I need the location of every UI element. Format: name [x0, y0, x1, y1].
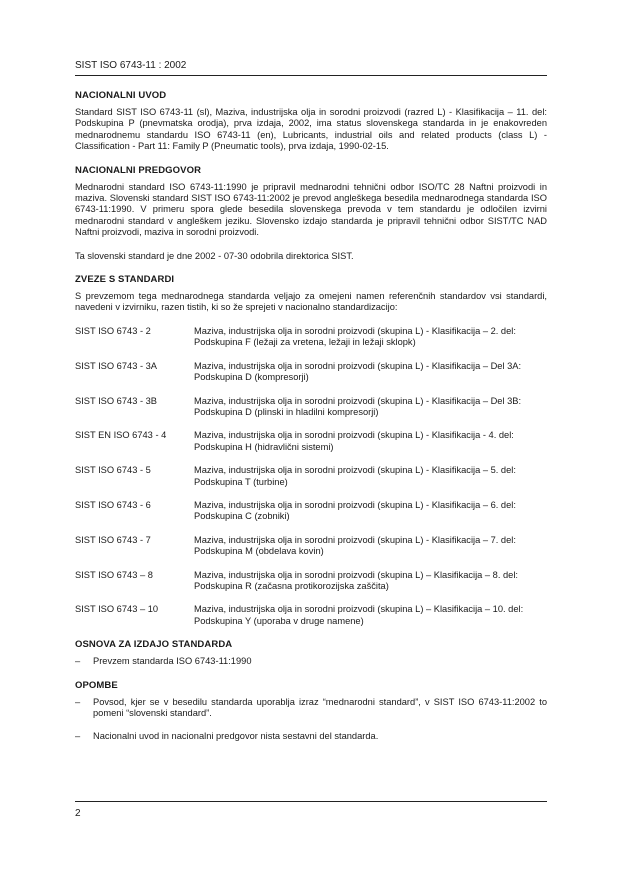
paragraph: Mednarodni standard ISO 6743-11:1990 je pripravil mednarodni tehnični odbor ISO/TC 28 Naftni proizvodi in maziva. Slovenski standard SIST ISO 6743-11:2002 je prevod angleškega besedila mednarodnega standarda ISO 6743-11:1990. V primeru spora glede besedila slovenskega prevoda v tem standardu je odločilen izvirni mednarodni standard v angleškem jeziku. Slovensko izdajo standarda je pripravil tehnični odbor SIST/TC NAD Naftni proizvodi, maziva in sorodni proizvodi.: [75, 181, 547, 238]
reference-description: Maziva, industrijska olja in sorodni proizvodi (skupina L) - Klasifikacija – 2. del: Podskupina F (ležaji za vretena, ležaji in ležaji sklopk): [194, 325, 516, 348]
reference-code: SIST ISO 6743 - 6: [75, 499, 151, 510]
reference-row: [75, 361, 547, 384]
list-item: [75, 697, 547, 720]
reference-code: SIST EN ISO 6743 - 4: [75, 430, 167, 441]
reference-row: [75, 396, 547, 419]
section-title: ZVEZE S STANDARDI: [75, 274, 175, 286]
section-opombe: [75, 680, 547, 743]
list-item-text: Povsod, kjer se v besedilu standarda uporablja izraz “mednarodni standard”, v SIST ISO 6743-11:2002 to pomeni “slovenski standard”.: [93, 696, 547, 718]
reference-code: SIST ISO 6743 – 10: [75, 604, 159, 615]
reference-description: Maziva, industrijska olja in sorodni proizvodi (skupina L) - Klasifikacija – 7. del: Podskupina M (obdelava kovin): [194, 534, 516, 557]
section-title: NACIONALNI UVOD: [75, 90, 167, 101]
reference-description: Maziva, industrijska olja in sorodni proizvodi (skupina L) – Klasifikacija – 10. del: Podskupina Y (uporaba v druge namene): [194, 604, 524, 626]
reference-row: [75, 604, 547, 627]
reference-description: Maziva, industrijska olja in sorodni proizvodi (skupina L) - Klasifikacija – Del 3A: Podskupina D (kompresorji): [194, 360, 522, 383]
section-title: OSNOVA ZA IZDAJO STANDARDA: [75, 639, 233, 651]
page-number: 2: [75, 808, 81, 819]
reference-description: Maziva, industrijska olja in sorodni proizvodi (skupina L) – Klasifikacija – 8. del: Podskupina R (začasna protikorozijska zaščita): [194, 569, 518, 591]
reference-code: SIST ISO 6743 - 3B: [75, 395, 157, 406]
bullet-dash: –: [75, 696, 81, 707]
reference-description: Maziva, industrijska olja in sorodni proizvodi (skupina L) - Klasifikacija – 5. del: Podskupina T (turbine): [194, 465, 516, 487]
document-page: [75, 0, 547, 877]
document-body: [75, 90, 547, 755]
bullet-dash: –: [75, 656, 81, 667]
section-nacionalni-predgovor: [75, 165, 547, 262]
list-item: [75, 656, 547, 667]
section-osnova-za-izdajo: [75, 639, 547, 667]
reference-code: SIST ISO 6743 - 2: [75, 325, 151, 336]
reference-row: [75, 570, 547, 593]
reference-row: [75, 326, 547, 349]
paragraph: Standard SIST ISO 6743-11 (sl), Maziva, industrijska olja in sorodni proizvodi (razred L) - Klasifikacija – 11. del: Podskupina P (pnevmatska orodja), prva izdaja, 2002, ima status slovenskega standarda in je enakovreden mednarodnemu standardu ISO 6743-11 (en), Lubricants, industrial oils and related products (class L) - Classification - Part 11: Family P (Pneumatic tools), prva izdaja, 1990-02-15.: [75, 107, 547, 152]
reference-row: [75, 430, 547, 453]
section-title: NACIONALNI PREDGOVOR: [75, 164, 202, 176]
reference-description: Maziva, industrijska olja in sorodni proizvodi (skupina L) - Klasifikacija - 4. del: Podskupina H (hidravlični sistemi): [194, 430, 514, 452]
header-rule: [75, 75, 547, 76]
list-item: [75, 731, 547, 742]
reference-description: Maziva, industrijska olja in sorodni proizvodi (skupina L) - Klasifikacija – Del 3B: Podskupina D (plinski in hladilni kompresorji): [194, 395, 522, 417]
paragraph: Ta slovenski standard je dne 2002 - 07-30 odobrila direktorica SIST.: [75, 250, 354, 261]
list-item-text: Nacionalni uvod in nacionalni predgovor nista sestavni del standarda.: [93, 731, 379, 742]
reference-code: SIST ISO 6743 - 7: [75, 534, 151, 545]
section-title: OPOMBE: [75, 679, 118, 691]
bullet-dash: –: [75, 731, 81, 742]
reference-code: SIST ISO 6743 - 5: [75, 465, 151, 476]
reference-description: Maziva, industrijska olja in sorodni proizvodi (skupina L) - Klasifikacija – 6. del: Podskupina C (zobniki): [194, 499, 516, 522]
reference-row: [75, 500, 547, 523]
document-header: SIST ISO 6743-11 : 2002: [75, 60, 187, 71]
footer-rule: [75, 801, 547, 802]
section-zveze-s-standardi: [75, 274, 547, 627]
reference-code: SIST ISO 6743 – 8: [75, 569, 153, 580]
reference-row: [75, 465, 547, 488]
reference-row: [75, 535, 547, 558]
paragraph: S prevzemom tega mednarodnega standarda veljajo za omejeni namen referenčnih standardov vsi standardi, navedeni v izvirniku, razen tistih, ki so že sprejeti v nacionalno standardizacijo:: [75, 291, 547, 313]
reference-code: SIST ISO 6743 - 3A: [75, 360, 157, 371]
section-nacionalni-uvod: [75, 90, 547, 153]
reference-list: [75, 326, 547, 627]
list-item-text: Prevzem standarda ISO 6743-11:1990: [93, 656, 252, 667]
